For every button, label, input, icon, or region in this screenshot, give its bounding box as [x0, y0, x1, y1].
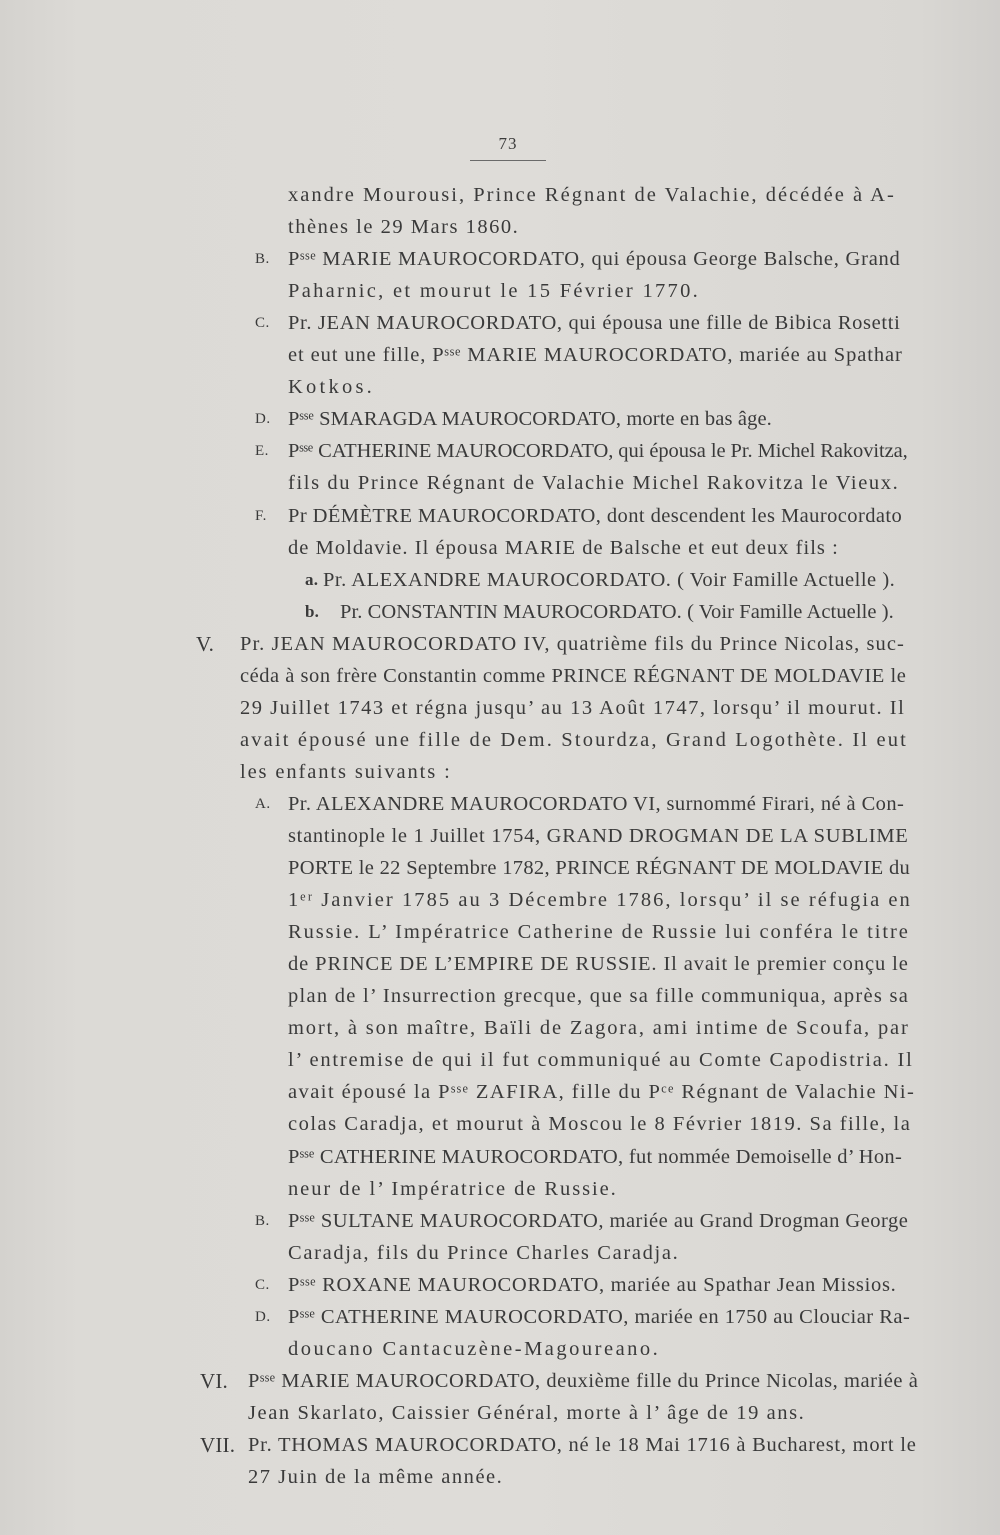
text-line: Pˢˢᵉ MARIE MAUROCORDATO, deuxième fille du Prince Nicolas, mariée à — [248, 1369, 919, 1392]
entry-marker: D. — [255, 1308, 271, 1325]
text-line: plan de l’ Insurrection grecque, que sa fille communiqua, après sa — [288, 985, 910, 1008]
entry-marker: B. — [255, 251, 270, 268]
text-line: neur de l’ Impératrice de Russie. — [288, 1177, 618, 1200]
text-line: Pˢˢᵉ CATHERINE MAUROCORDATO, qui épousa le Pr. Michel Rakovitza, — [288, 440, 908, 463]
text-line: avait épousé la Pˢˢᵉ ZAFIRA, fille du Pᶜᵉ Régnant de Valachie Ni- — [288, 1081, 916, 1104]
text-line: Caradja, fils du Prince Charles Caradja. — [288, 1241, 680, 1264]
text-line: Pr. CONSTANTIN MAUROCORDATO. ( Voir Famille Actuelle ). — [340, 600, 894, 623]
text-line: et eut une fille, Pˢˢᵉ MARIE MAUROCORDATO, mariée au Spathar — [288, 344, 903, 367]
text-line: Pr. ALEXANDRE MAUROCORDATO. ( Voir Famille Actuelle ). — [323, 568, 896, 591]
entry-marker: V. — [196, 631, 215, 656]
text-line: 27 Juin de la même année. — [248, 1466, 504, 1488]
text-line: Pˢˢᵉ SMARAGDA MAUROCORDATO, morte en bas âge. — [288, 408, 772, 431]
entry-marker: A. — [255, 795, 271, 812]
entry-marker: C. — [255, 1276, 270, 1293]
text-line: 29 Juillet 1743 et régna jusqu’ au 13 Août 1747, lorsqu’ il mourut. Il — [240, 696, 906, 719]
text-line: doucano Cantacuzène-Magoureano. — [288, 1337, 661, 1360]
text-line: Pr. JEAN MAUROCORDATO, qui épousa une fille de Bibica Rosetti — [288, 312, 901, 335]
page-number: 73 — [498, 134, 518, 153]
text-line: avait épousé une fille de Dem. Stourdza, Grand Logothète. Il eut — [240, 728, 908, 751]
text-line: xandre Mourousi, Prince Régnant de Valachie, décédée à A- — [288, 184, 896, 206]
text-line: Pˢˢᵉ ROXANE MAUROCORDATO, mariée au Spathar Jean Missios. — [288, 1273, 897, 1296]
text-line: Pr. JEAN MAUROCORDATO IV, quatrième fils du Prince Nicolas, suc- — [240, 632, 905, 655]
entry-marker: F. — [255, 507, 267, 524]
text-line: Russie. L’ Impératrice Catherine de Russie lui conféra le titre — [288, 921, 910, 944]
entry-marker: VII. — [200, 1432, 236, 1457]
text-line: thènes le 29 Mars 1860. — [288, 216, 520, 239]
entry-marker: VI. — [200, 1368, 229, 1393]
entry-marker: B. — [255, 1212, 270, 1229]
entry-marker: D. — [255, 411, 271, 428]
text-line: fils du Prince Régnant de Valachie Michel Rakovitza le Vieux. — [288, 472, 900, 495]
text-line: mort, à son maître, Baïli de Zagora, ami intime de Scoufa, par — [288, 1017, 910, 1040]
text-line: 1ᵉʳ Janvier 1785 au 3 Décembre 1786, lorsqu’ il se réfugia en — [288, 889, 912, 912]
text-line: Pˢˢᵉ CATHERINE MAUROCORDATO, mariée en 1750 au Clouciar Ra- — [288, 1305, 911, 1328]
text-line: PORTE le 22 Septembre 1782, PRINCE RÉGNANT DE MOLDAVIE du — [288, 857, 911, 880]
text-line: colas Caradja, et mourut à Moscou le 8 Février 1819. Sa fille, la — [288, 1113, 912, 1136]
text-line: stantinople le 1 Juillet 1754, GRAND DROGMAN DE LA SUBLIME — [288, 825, 909, 847]
text-line: l’ entremise de qui il fut communiqué au Comte Capodistria. Il — [288, 1049, 914, 1072]
text-line: Pˢˢᵉ MARIE MAUROCORDATO, qui épousa George Balsche, Grand — [288, 248, 901, 271]
entry-marker: b. — [305, 601, 320, 621]
text-line: Pˢˢᵉ CATHERINE MAUROCORDATO, fut nommée Demoiselle d’ Hon- — [288, 1145, 903, 1168]
text-line: Pr DÉMÈTRE MAUROCORDATO, dont descendent les Maurocordato — [288, 504, 903, 527]
text-line: Pr. THOMAS MAUROCORDATO, né le 18 Mai 1716 à Bucharest, mort le — [248, 1433, 917, 1456]
text-line: de PRINCE DE L’EMPIRE DE RUSSIE. Il avait le premier conçu le — [288, 953, 909, 976]
page-number-rule — [470, 160, 546, 161]
text-line: Pr. ALEXANDRE MAUROCORDATO VI, surnommé Firari, né à Con- — [288, 792, 905, 815]
entry-marker: E. — [255, 443, 269, 460]
text-line: Kotkos. — [288, 376, 376, 399]
text-line: Jean Skarlato, Caissier Général, morte à l’ âge de 19 ans. — [248, 1401, 806, 1424]
text-line: céda à son frère Constantin comme PRINCE RÉGNANT DE MOLDAVIE le — [240, 664, 907, 687]
entry-marker: C. — [255, 315, 270, 332]
text-line: les enfants suivants : — [240, 760, 452, 783]
text-line: de Moldavie. Il épousa MARIE de Balsche et eut deux fils : — [288, 536, 839, 559]
entry-marker: a. — [305, 569, 319, 589]
text-line: Paharnic, et mourut le 15 Février 1770. — [288, 280, 701, 303]
text-line: Pˢˢᵉ SULTANE MAUROCORDATO, mariée au Grand Drogman George — [288, 1209, 909, 1232]
